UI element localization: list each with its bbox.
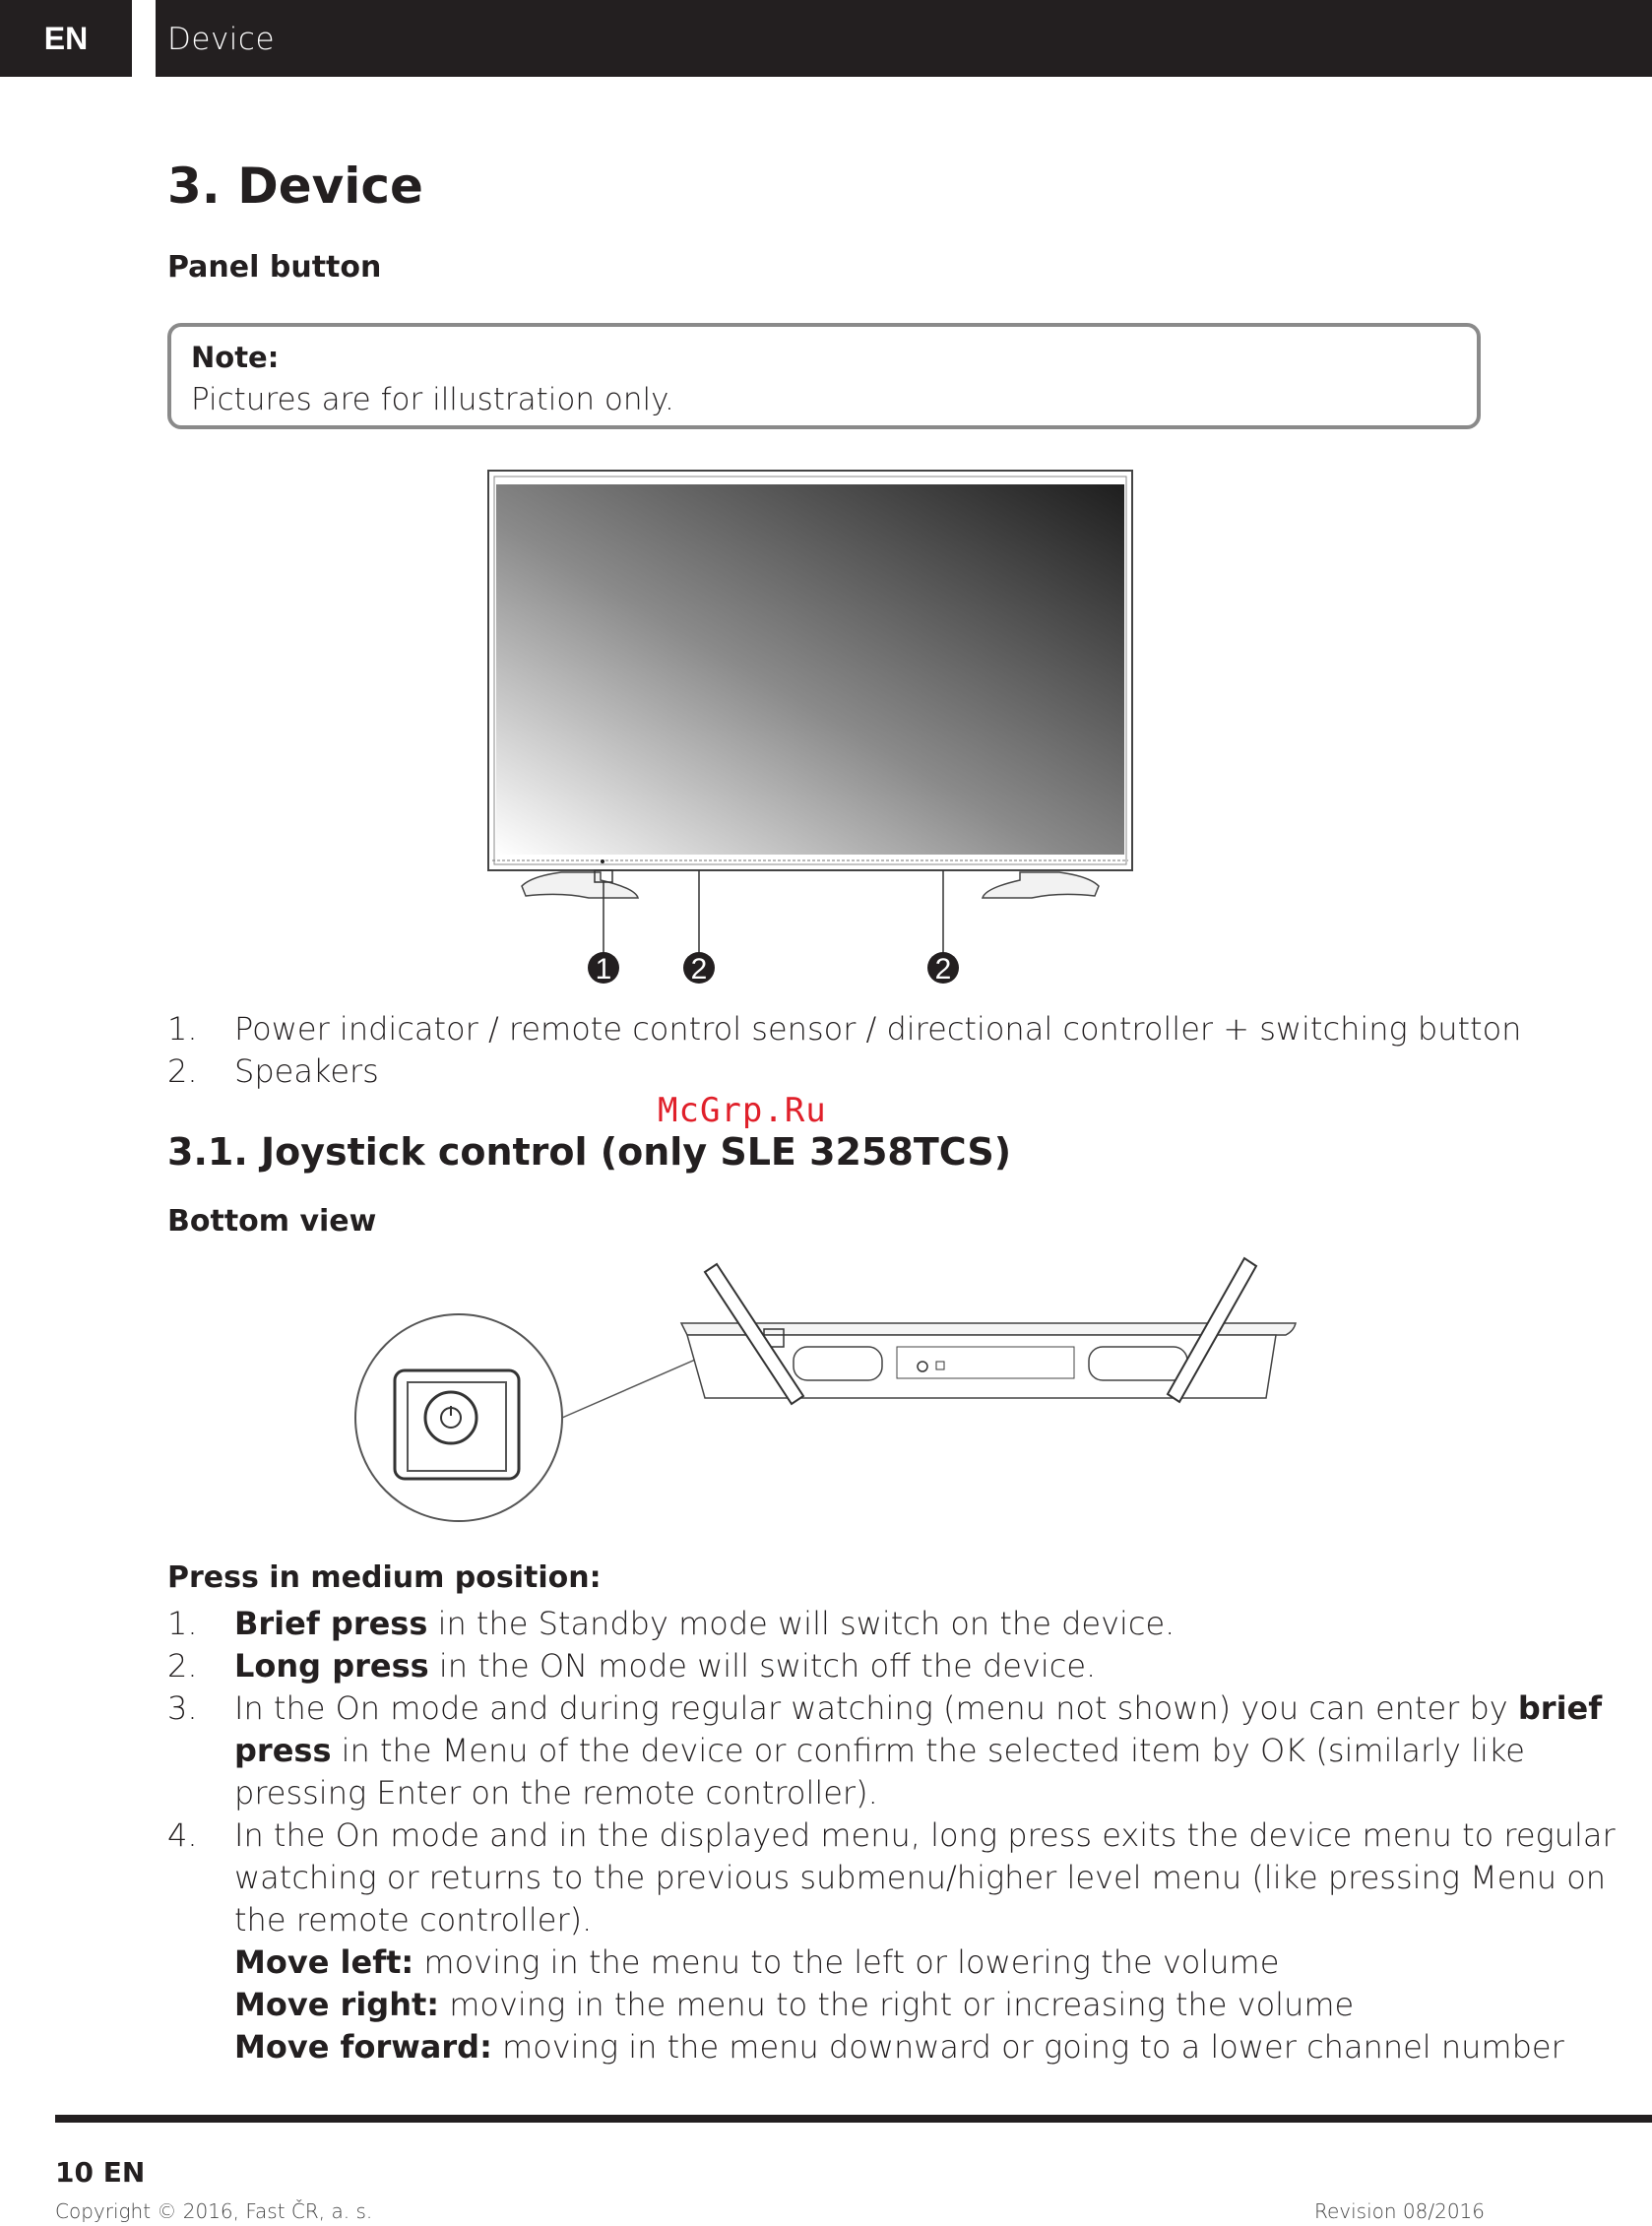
note-text: Pictures are for illustration only.	[191, 382, 674, 417]
header-section-label: Device	[167, 22, 276, 57]
panel-button-heading: Panel button	[167, 250, 382, 285]
speaker-grille-left	[794, 1347, 882, 1380]
list-item: 1. Power indicator / remote control sensor / directional controller + switching button	[167, 1010, 1522, 1048]
list-item: 4. In the On mode and in the displayed menu, long press exits the device menu to regular watching or returns to the previous submenu/higher level menu (like pressing Menu on the remote controller).	[167, 1816, 1616, 1939]
page-number: 10 EN	[55, 2156, 146, 2189]
tv-screen	[496, 484, 1124, 855]
language-tab: EN	[0, 0, 132, 77]
press-list	[167, 1603, 1652, 2068]
left-stand	[522, 872, 638, 898]
copyright: Copyright © 2016, Fast ČR, a. s.	[55, 2199, 373, 2223]
right-stand	[983, 872, 1099, 898]
joystick-zoom-circle	[355, 1314, 562, 1521]
press-heading: Press in medium position:	[167, 1560, 602, 1595]
power-indicator	[601, 859, 604, 863]
panel-parts-list	[167, 1008, 1521, 1093]
bottom-view-heading: Bottom view	[167, 1204, 377, 1239]
joystick-subsection-title: 3.1. Joystick control (only SLE 3258TCS)	[167, 1130, 1012, 1174]
footer-rule	[55, 2115, 1652, 2123]
watermark: McGrp.Ru	[658, 1091, 827, 1130]
speaker-grille-right	[1089, 1347, 1187, 1380]
tv-front-illustration	[463, 463, 1172, 994]
list-item: 3. In the On mode and during regular watching (menu not shown) you can enter by brief press in the Menu of the device or confirm the selected item by OK (similarly like pressing Enter on the remote controller).	[167, 1689, 1603, 1812]
list-item: 2. Speakers	[167, 1052, 379, 1090]
header-gap	[132, 0, 156, 77]
note-title: Note:	[191, 341, 280, 374]
move-item: Move left: moving in the menu to the left or lowering the volume	[234, 1943, 1280, 1981]
callout-1-label: 1	[595, 953, 612, 986]
note-box	[167, 323, 1481, 429]
list-item: 1. Brief press in the Standby mode will switch on the device.	[167, 1605, 1175, 1642]
move-item: Move forward: moving in the menu downward or going to a lower channel number	[234, 2028, 1564, 2066]
bottom-view-illustration	[350, 1250, 1305, 1536]
revision: Revision 08/2016	[1313, 2199, 1485, 2223]
callout-2b-label: 2	[934, 953, 952, 986]
connector-panel	[897, 1347, 1074, 1378]
move-item: Move right: moving in the menu to the right or increasing the volume	[234, 1986, 1355, 2023]
page-title: 3. Device	[167, 158, 423, 215]
list-item: 2. Long press in the ON mode will switch off the device.	[167, 1647, 1097, 1685]
callout-2a-label: 2	[690, 953, 708, 986]
